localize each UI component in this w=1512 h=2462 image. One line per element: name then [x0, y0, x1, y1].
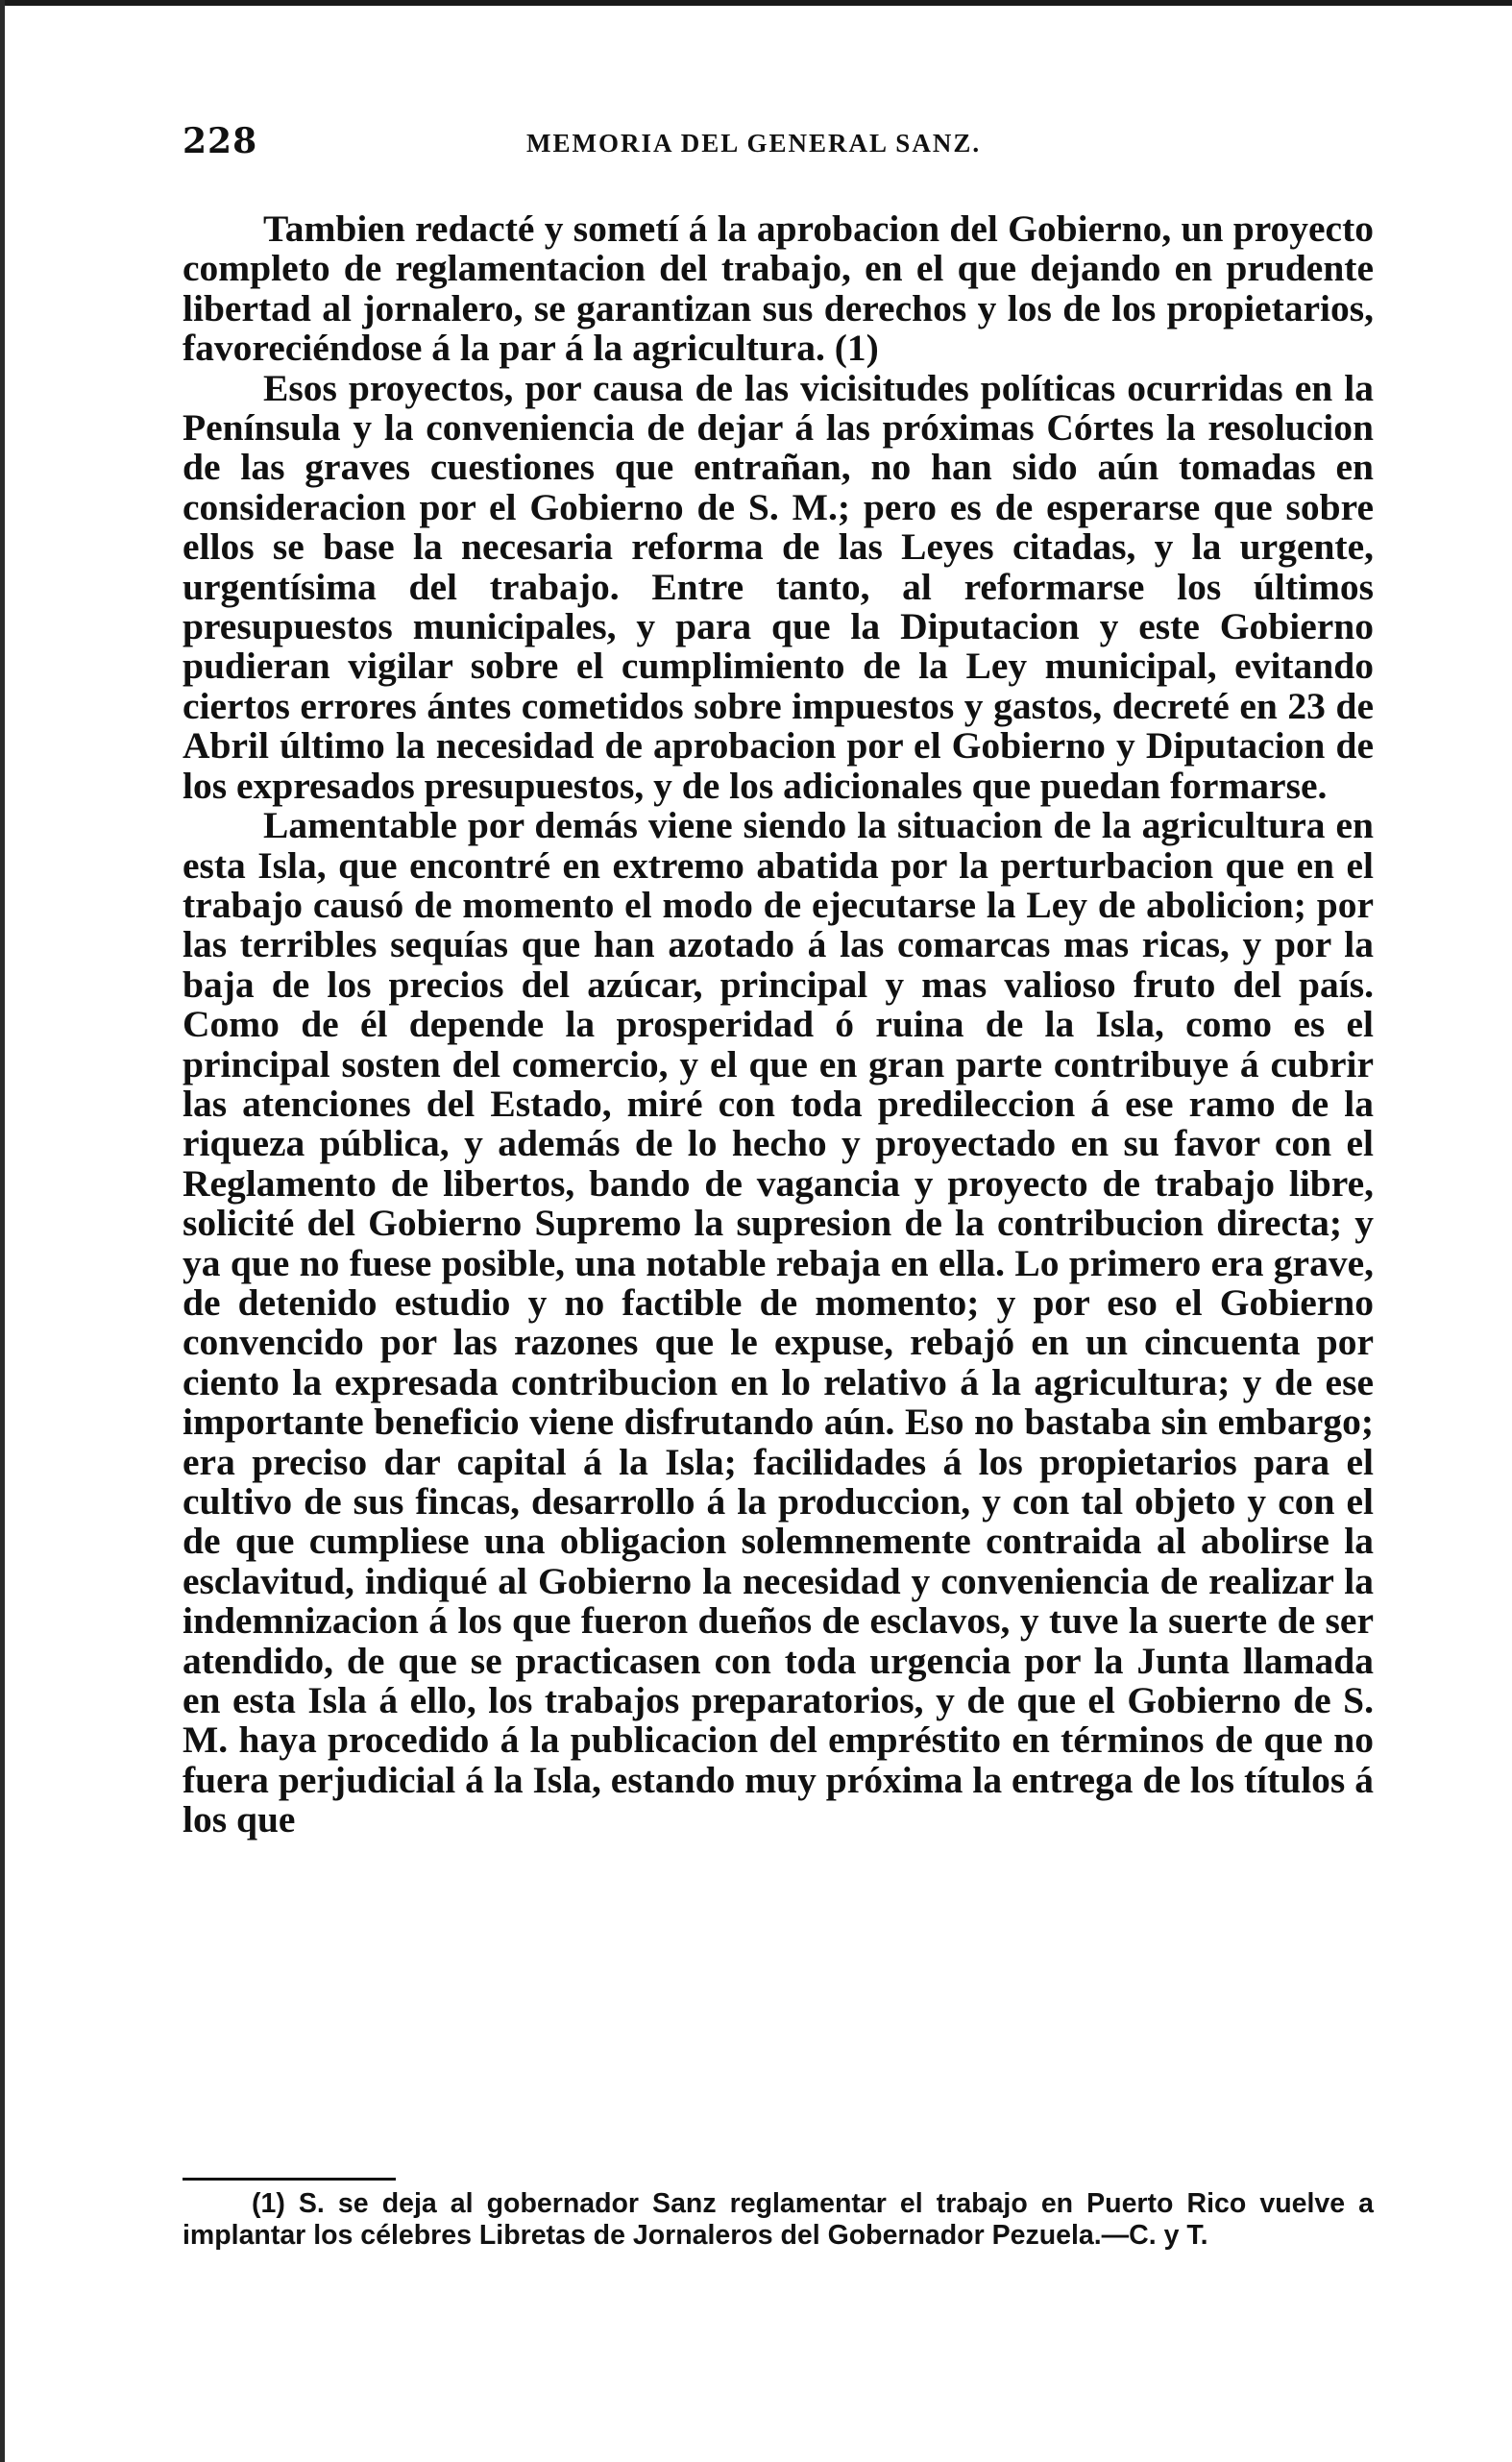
running-head: MEMORIA DEL GENERAL SANZ.	[526, 129, 982, 158]
footnote-rule	[183, 2178, 396, 2181]
scan-edge-left	[0, 0, 5, 2462]
paragraph: Esos proyectos, por causa de las vicisitudes políticas ocurridas en la Península y la conveniencia de dejar á las próximas Córtes la resolucion de las graves cuestiones que entrañan, no han sido aún tomadas en consideracion por el Gobierno de S. M.; pero es de esperarse que sobre ellos se base la necesaria reforma de las Leyes citadas, y la urgente, urgentísima del trabajo. Entre tanto, al reformarse los últimos presupuestos municipales, y para que la Diputacion y este Gobierno pudieran vigilar sobre el cumplimiento de la Ley municipal, evitando ciertos errores ántes cometidos sobre impuestos y gastos, decreté en 23 de Abril último la necesidad de aprobacion por el Gobierno y Diputacion de los expresados presupuestos, y de los adicionales que puedan formarse.	[183, 366, 1374, 807]
footnote: (1) S. se deja al gobernador Sanz reglamentar el trabajo en Puerto Rico vuelve a implantar los célebres Libretas de Jornaleros del Gobernador Pezuela.—C. y T.	[183, 2188, 1374, 2251]
paragraph: Tambien redacté y sometí á la aprobacion del Gobierno, un proyecto completo de reglamentacion del trabajo, en el que dejando en prudente libertad al jornalero, se garantizan sus derechos y los de los propietarios, favoreciéndose á la par á la agricultura. (1)	[183, 207, 1374, 370]
page-number: 228	[183, 121, 258, 161]
scan-edge-top	[0, 0, 1512, 6]
paragraph: Lamentable por demás viene siendo la situacion de la agricultura en esta Isla, que encontré en extremo abatida por la perturbacion que en el trabajo causó de momento el modo de ejecutarse la Ley de abolicion; por las terribles sequías que han azotado á las comarcas mas ricas, y por la baja de los precios del azúcar, principal y mas valioso fruto del país. Como de él depende la prosperidad ó ruina de la Isla, como es el principal sosten del comercio, y el que en gran parte contribuye á cubrir las atenciones del Estado, miré con toda predileccion á ese ramo de la riqueza pública, y además de lo hecho y proyectado en su favor con el Reglamento de libertos, bando de vagancia y proyecto de trabajo libre, solicité del Gobierno Supremo la supresion de la contribucion directa; y ya que no fuese posible, una notable rebaja en ella. Lo primero era grave, de detenido estudio y no factible de momento; y por eso el Gobierno convencido por las razones que le expuse, rebajó en un cincuenta por ciento la expresada contribucion en lo relativo á la agricultura; y de ese importante beneficio viene disfrutando aún. Eso no bastaba sin embargo; era preciso dar capital á la Isla; facilidades á los propietarios para el cultivo de sus fincas, desarrollo á la produccion, y con tal objeto y con el de que cumpliese una obligacion solemnemente contraida al abolirse la esclavitud, indiqué al Gobierno la necesidad y conveniencia de realizar la indemnizacion á los que fueron dueños de esclavos, y tuve la suerte de ser atendido, de que se practicasen con toda urgencia por la Junta llamada en esta Isla á ello, los trabajos preparatorios, y de que el Gobierno de S. M. haya procedido á la publicacion del empréstito en términos de que no fuera perjudicial á la Isla, estando muy próxima la entrega de los títulos á los que	[183, 804, 1374, 1841]
page-header	[183, 121, 1374, 169]
body-text	[183, 209, 1374, 1840]
